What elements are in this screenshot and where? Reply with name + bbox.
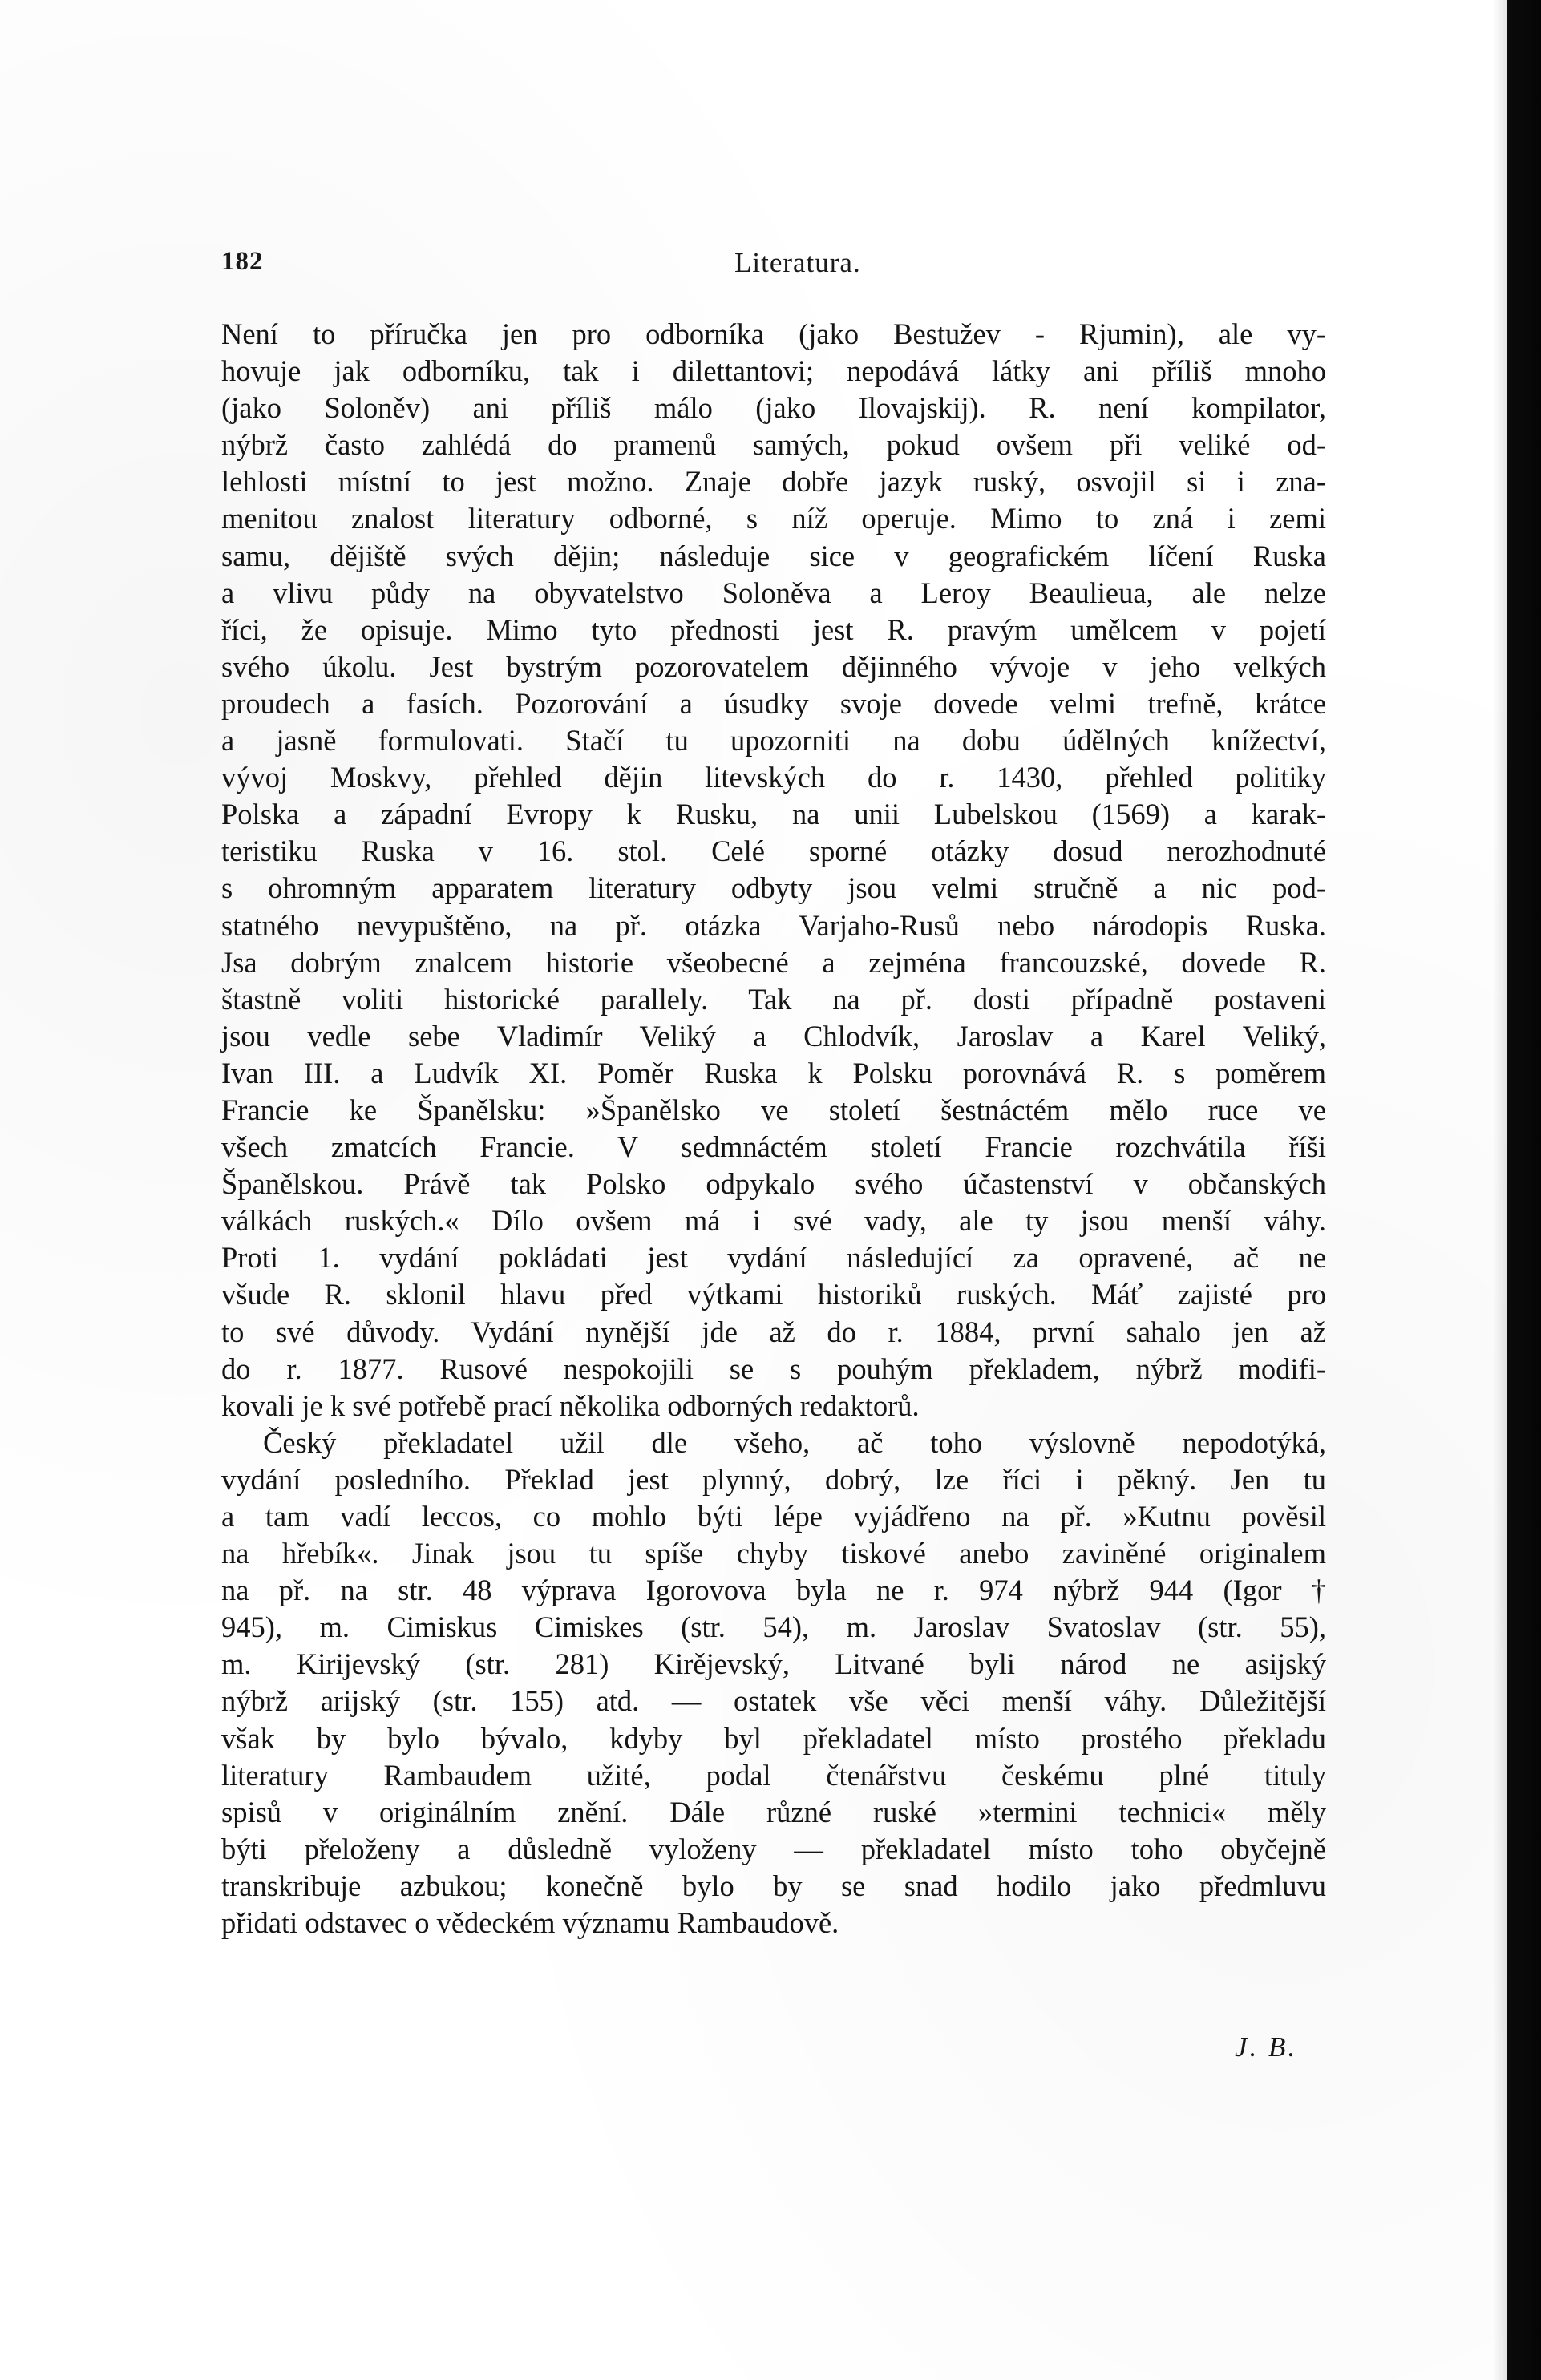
text-line: proudech a fasích. Pozorování a úsudky svoje dovede velmi trefně, krátce xyxy=(221,686,1326,720)
text-line: teristiku Ruska v 16. stol. Celé sporné otázky dosud nerozhodnuté xyxy=(221,834,1326,868)
text-line: literatury Rambaudem užité, podal čtenářstvu českému plné tituly xyxy=(221,1758,1326,1792)
page-number: 182 xyxy=(221,247,264,276)
text-line: Není to příručka jen pro odborníka (jako Bestužev - Rjumin), ale vy- xyxy=(221,317,1326,350)
text-line: všude R. sklonil hlavu před výtkami historiků ruských. Máť zajisté pro xyxy=(221,1278,1326,1311)
author-signature: J. B. xyxy=(1235,2031,1298,2063)
text-line: samu, dějiště svých dějin; následuje sice v geografickém líčení Ruska xyxy=(221,539,1326,572)
text-line: kovali je k své potřebě prací několika odborných redaktorů. xyxy=(221,1388,920,1422)
text-line: Ivan III. a Ludvík XI. Poměr Ruska k Polsku porovnává R. s poměrem xyxy=(221,1056,1326,1089)
text-line: 945), m. Cimiskus Cimiskes (str. 54), m. Jaroslav Svatoslav (str. 55), xyxy=(221,1610,1326,1644)
text-line: nýbrž často zahlédá do pramenů samých, pokud ovšem při veliké od- xyxy=(221,428,1326,462)
text-line: Proti 1. vydání pokládati jest vydání následující za opravené, ač ne xyxy=(221,1241,1326,1275)
text-line: do r. 1877. Rusové nespokojili se s pouhým překladem, nýbrž modifi- xyxy=(221,1352,1326,1385)
text-line: m. Kirijevský (str. 281) Kirějevský, Litvané byli národ ne asijský xyxy=(221,1647,1326,1681)
text-line: přidati odstavec o vědeckém významu Rambaudově. xyxy=(221,1906,839,1940)
text-line: lehlosti místní to jest možno. Znaje dobře jazyk ruský, osvojil si i zna- xyxy=(221,465,1326,499)
text-line: vydání posledního. Překlad jest plynný, dobrý, lze říci i pěkný. Jen tu xyxy=(221,1462,1326,1496)
running-head: Literatura. xyxy=(734,247,861,278)
text-line: a tam vadí leccos, co mohlo býti lépe vyjádřeno na př. »Kutnu pověsil xyxy=(221,1500,1326,1533)
text-line: vývoj Moskvy, přehled dějin litevských do r. 1430, přehled politiky xyxy=(221,761,1326,794)
text-line: to své důvody. Vydání nynější jde až do r. 1884, první sahalo jen až xyxy=(221,1315,1326,1348)
text-line: spisů v originálním znění. Dále různé ruské »termini technici« měly xyxy=(221,1795,1326,1828)
text-line: svého úkolu. Jest bystrým pozorovatelem dějinného vývoje v jeho velkých xyxy=(221,649,1326,683)
text-line: (jako Soloněv) ani příliš málo (jako Ilovajskij). R. není kompilator, xyxy=(221,391,1326,425)
text-line: na hřebík«. Jinak jsou tu spíše chyby tiskové anebo zaviněné originalem xyxy=(221,1537,1326,1570)
body-text xyxy=(221,316,1326,1942)
text-line: menitou znalost literatury odborné, s níž operuje. Mimo to zná i zemi xyxy=(221,502,1326,535)
text-line: všech zmatcích Francie. V sedmnáctém století Francie rozchvátila říši xyxy=(221,1130,1326,1164)
text-line: Jsa dobrým znalcem historie všeobecné a zejména francouzské, dovede R. xyxy=(221,945,1326,979)
text-line: a jasně formulovati. Stačí tu upozorniti na dobu údělných knížectví, xyxy=(221,724,1326,758)
text-line: štastně voliti historické parallely. Tak na př. dosti případně postaveni xyxy=(221,982,1326,1016)
scan-edge-shadow xyxy=(1493,0,1541,2380)
text-line: nýbrž arijský (str. 155) atd. — ostatek vše věci menší váhy. Důležitější xyxy=(221,1684,1326,1718)
text-line: Český překladatel užil dle všeho, ač toho výslovně nepodotýká, xyxy=(263,1425,1326,1459)
text-line: statného nevypuštěno, na př. otázka Varjaho-Rusů nebo národopis Ruska. xyxy=(221,908,1326,942)
text-line: hovuje jak odborníku, tak i dilettantovi; nepodává látky ani příliš mnoho xyxy=(221,354,1326,388)
text-line: říci, že opisuje. Mimo tyto přednosti jest R. pravým umělcem v pojetí xyxy=(221,612,1326,646)
text-line: býti přeloženy a důsledně vyloženy — překladatel místo toho obyčejně xyxy=(221,1832,1326,1865)
text-line: Španělskou. Právě tak Polsko odpykalo svého účastenství v občanských xyxy=(221,1167,1326,1201)
text-line: na př. na str. 48 výprava Igorovova byla ne r. 974 nýbrž 944 (Igor † xyxy=(221,1574,1326,1607)
text-line: s ohromným apparatem literatury odbyty jsou velmi stručně a nic pod- xyxy=(221,871,1326,905)
text-line: Polska a západní Evropy k Rusku, na unii Lubelskou (1569) a karak- xyxy=(221,798,1326,831)
text-line: a vlivu půdy na obyvatelstvo Soloněva a Leroy Beaulieua, ale nelze xyxy=(221,576,1326,609)
text-line: transkribuje azbukou; konečně bylo by se snad hodilo jako předmluvu xyxy=(221,1869,1326,1902)
text-line: jsou vedle sebe Vladimír Veliký a Chlodvík, Jaroslav a Karel Veliký, xyxy=(221,1019,1326,1053)
text-line: Francie ke Španělsku: »Španělsko ve století šestnáctém mělo ruce ve xyxy=(221,1093,1326,1126)
text-line: však by bylo bývalo, kdyby byl překladatel místo prostého překladu xyxy=(221,1721,1326,1755)
text-line: válkách ruských.« Dílo ovšem má i své vady, ale ty jsou menší váhy. xyxy=(221,1204,1326,1238)
page-header xyxy=(221,247,1328,287)
